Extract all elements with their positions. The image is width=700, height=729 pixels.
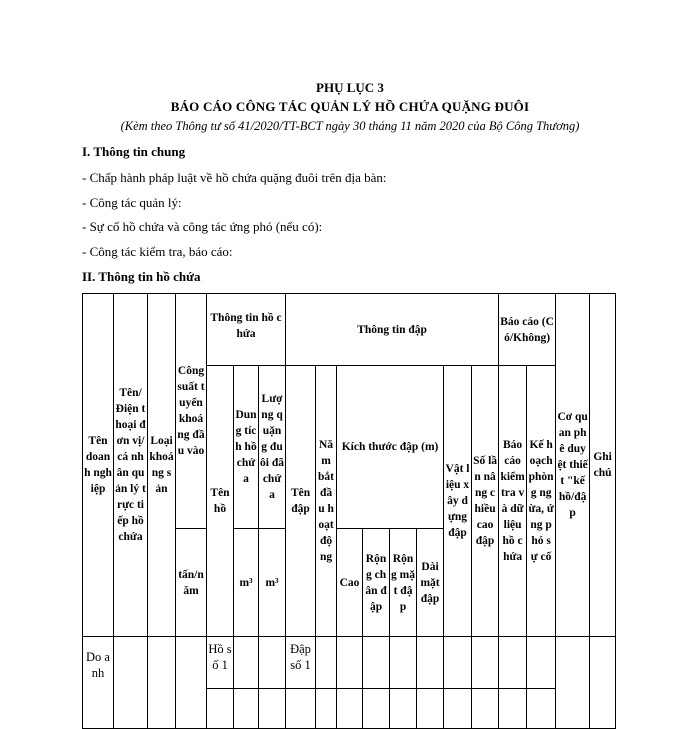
general-item-incidents: - Sự cố hồ chứa và công tác ứng phó (nếu có): xyxy=(82,219,323,234)
cell-empty xyxy=(444,637,472,689)
unit-volume: m³ xyxy=(234,529,259,637)
cell-empty xyxy=(390,637,417,689)
header-capacity: Công suất tuyển khoáng đầu vào xyxy=(176,294,207,529)
cell-empty xyxy=(316,637,337,689)
unit-capacity: tấn/năm xyxy=(176,529,207,637)
general-item-management: - Công tác quản lý: xyxy=(82,195,182,210)
cell-enterprise: Do anh xyxy=(83,637,114,729)
document-subtitle: (Kèm theo Thông tư số 41/2020/TT-BCT ngày 30 tháng 11 năm 2020 của Bộ Công Thương) xyxy=(120,119,580,133)
cell-empty xyxy=(259,689,286,729)
header-contact: Tên/ Điện thoại đơn vị/cá nhân quản lý trực tiếp hồ chứa xyxy=(114,294,148,637)
cell-empty xyxy=(286,689,316,729)
header-dam-size: Kích thước đập (m) xyxy=(337,366,444,529)
cell-reservoir-name: Hồ số 1 xyxy=(207,637,234,689)
cell-empty xyxy=(114,637,148,729)
header-approval: Cơ quan phê duyệt thiết "kế hồ/đập xyxy=(556,294,590,637)
cell-empty xyxy=(337,637,363,689)
general-item-inspection: - Công tác kiểm tra, báo cáo: xyxy=(82,244,233,259)
appendix-label: PHỤ LỤC 3 xyxy=(316,80,384,95)
header-width-top: Rộng mặt đập xyxy=(390,529,417,637)
cell-empty xyxy=(207,689,234,729)
header-height: Cao xyxy=(337,529,363,637)
header-reservoir-volume: Dung tích hồ chứa xyxy=(234,366,259,529)
header-raise-count: Số lần nâng chiều cao đập xyxy=(472,366,499,637)
cell-empty xyxy=(499,689,527,729)
section-general-title: I. Thông tin chung xyxy=(82,144,186,159)
cell-empty xyxy=(499,637,527,689)
header-mineral-type: Loại khoáng sản xyxy=(148,294,176,637)
cell-empty xyxy=(472,689,499,729)
cell-empty xyxy=(316,689,337,729)
cell-empty xyxy=(234,689,259,729)
unit-tailings: m³ xyxy=(259,529,286,637)
header-material: Vật liệu xây dựng đập xyxy=(444,366,472,637)
document-title: BÁO CÁO CÔNG TÁC QUẢN LÝ HỒ CHỨA QUẶNG ĐUÔI xyxy=(170,99,530,114)
cell-empty xyxy=(417,689,444,729)
cell-empty xyxy=(527,637,556,689)
header-inspection-report: Báo cáo kiểm tra và dữ liệu hồ chứa xyxy=(499,366,527,637)
cell-dam-name: Đập số 1 xyxy=(286,637,316,689)
header-width-base: Rộng chân đập xyxy=(363,529,390,637)
header-enterprise: Tên doanh nghiệp xyxy=(83,294,114,637)
table-row xyxy=(83,637,616,689)
general-item-compliance: - Chấp hành pháp luật về hồ chứa quặng đuôi trên địa bàn: xyxy=(82,170,387,185)
header-dam-name: Tên đập xyxy=(286,366,316,637)
cell-empty xyxy=(234,637,259,689)
cell-empty xyxy=(337,689,363,729)
header-reservoir-info: Thông tin hồ chứa xyxy=(207,294,286,366)
cell-empty xyxy=(590,637,616,729)
cell-empty xyxy=(390,689,417,729)
header-emergency-plan: Kế hoạch phòng ngừa, ứng phó sự cố xyxy=(527,366,556,637)
header-length-top: Dài mặt đập xyxy=(417,529,444,637)
cell-empty xyxy=(556,637,590,729)
cell-empty xyxy=(444,689,472,729)
reservoir-table xyxy=(82,293,616,729)
cell-empty xyxy=(259,637,286,689)
header-dam-info: Thông tin đập xyxy=(286,294,499,366)
cell-empty xyxy=(527,689,556,729)
cell-empty xyxy=(472,637,499,689)
section-reservoir-title: II. Thông tin hồ chứa xyxy=(82,269,201,284)
header-notes: Ghi chú xyxy=(590,294,616,637)
header-report: Báo cáo (Có/Không) xyxy=(499,294,556,366)
header-reservoir-name: Tên hồ xyxy=(207,366,234,637)
header-start-year: Năm bắt đầu hoạt động xyxy=(316,366,337,637)
cell-empty xyxy=(363,689,390,729)
cell-empty xyxy=(148,637,176,729)
cell-empty xyxy=(176,637,207,729)
cell-empty xyxy=(363,637,390,689)
cell-empty xyxy=(417,637,444,689)
header-tailings-amount: Lượng quặng đuôi đã chứa xyxy=(259,366,286,529)
